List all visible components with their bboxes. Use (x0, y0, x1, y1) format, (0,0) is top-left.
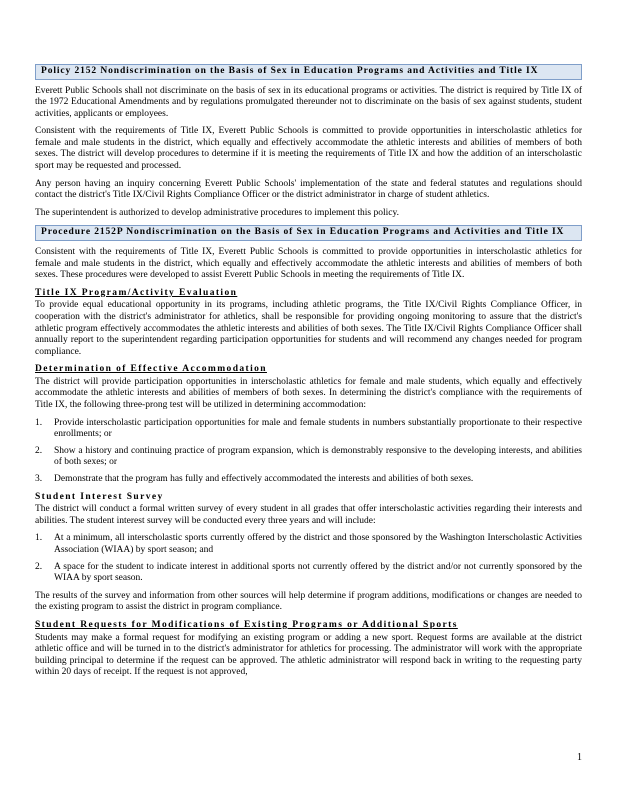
survey-after-text: The results of the survey and information from other sources will help determine if program additions, modifications or changes are needed to the existing program to assist the district in program compliance. (35, 590, 582, 613)
list-item (35, 533, 582, 556)
policy-paragraph-1: Everett Public Schools shall not discriminate on the basis of sex in its educational programs or activities. The district is required by Title IX of the 1972 Educational Amendments and by regulations promulgated thereunder not to discriminate on the basis of sex against students, student activities, applicants or employees. (35, 85, 582, 119)
list-item-number: 2. (35, 561, 43, 572)
survey-text: The district will conduct a formal written survey of every student in all grades that offer interscholastic activities regarding their interests and abilities. The student interest survey will be conducted every three years and will include: (35, 504, 582, 526)
accommodation-text: The district will provide participation opportunities in interscholastic athletics for female and male students, which equally and effectively accommodate the athletic interests and abilities of members of both sexes. In determining the district's compliance with the requirements of Title IX, the following three-prong test will be utilized in determining accommodation: (35, 376, 582, 411)
accommodation-heading: Determination of Effective Accommodation (35, 364, 267, 375)
list-item-text: Provide interscholastic participation opportunities for male and female students in numbers substantially proportionate to their respective enrollments; or (54, 417, 582, 440)
policy-paragraph-3: Any person having an inquiry concerning Everett Public Schools' implementation of the state and federal statutes and regulations should contact the district's Title IX/Civil Rights Compliance Officer or the district administrator in charge of student athletics. (35, 178, 582, 201)
survey-heading: Student Interest Survey (35, 491, 164, 502)
list-item (35, 474, 582, 486)
policy-title-bar: Policy 2152 Nondiscrimination on the Basis of Sex in Education Programs and Activities and Title IX (35, 64, 582, 80)
list-item-number: 2. (35, 445, 43, 456)
list-item-text: Demonstrate that the program has fully and effectively accommodated the interests and abilities of both sexes. (54, 474, 474, 485)
list-item-number: 1. (35, 533, 43, 544)
list-item (35, 418, 582, 441)
list-item (35, 562, 582, 585)
list-item-text: Show a history and continuing practice of program expansion, which is demonstrably responsive to the developing interests, and abilities of both sexes; or (54, 445, 582, 468)
procedure-title-bar: Procedure 2152P Nondiscrimination on the Basis of Sex in Education Programs and Activities and Title IX (35, 225, 582, 241)
page-number: 1 (577, 752, 582, 763)
accommodation-list (35, 418, 582, 486)
evaluation-text: To provide equal educational opportunity in its programs, including athletic programs, the Title IX/Civil Rights Compliance Officer, in cooperation with the district's administrator for athletics, shall be responsible for providing ongoing monitoring to assure that the district's athletic program effectively accommodates the athletic interests and abilities of both sexes. The Title IX/Civil Rights Compliance Officer shall annually report to the superintendent regarding participation opportunities for students and will recommend any changes needed for program compliance. (35, 300, 582, 357)
document-content (35, 64, 582, 685)
list-item (35, 446, 582, 469)
requests-text: Students may make a formal request for modifying an existing program or adding a new sport. Request forms are available at the district athletic office and will be turned in to the district's administrator for athletics for processing. The administrator will work with the appropriate building principal to determine if the request can be approved. The athletic administrator will respond back in writing to the requesting party within 20 days of receipt. If the request is not approved, (35, 632, 582, 678)
list-item-number: 1. (35, 417, 43, 428)
requests-heading: Student Requests for Modifications of Existing Programs or Additional Sports (35, 619, 458, 630)
list-item-text: At a minimum, all interscholastic sports currently offered by the district and those sponsored by the Washington Interscholastic Activities Association (WIAA) by sport season; and (54, 533, 582, 555)
survey-list (35, 533, 582, 584)
list-item-number: 3. (35, 474, 43, 485)
policy-paragraph-2: Consistent with the requirements of Title IX, Everett Public Schools is committed to provide opportunities in interscholastic athletics for female and male students in the district, which equally and effectively accommodate the athletic interests and abilities of members of both sexes. The district will develop procedures to determine if it is meeting the requirements of Title IX and how the addition of an interscholastic sport may be requested and processed. (35, 126, 582, 172)
evaluation-heading: Title IX Program/Activity Evaluation (35, 287, 238, 298)
procedure-intro: Consistent with the requirements of Title IX, Everett Public Schools is committed to provide opportunities in interscholastic athletics for female and male students in the district, which equally and effectively accommodate the athletic interests and abilities of members of both sexes. These procedures were developed to assist Everett Public Schools in meeting the requirements of Title IX. (35, 246, 582, 281)
policy-paragraph-4: The superintendent is authorized to develop administrative procedures to implement this policy. (35, 207, 399, 218)
list-item-text: A space for the student to indicate interest in additional sports not currently offered by the district and/or not currently sponsored by the WIAA by sport season. (54, 561, 582, 584)
